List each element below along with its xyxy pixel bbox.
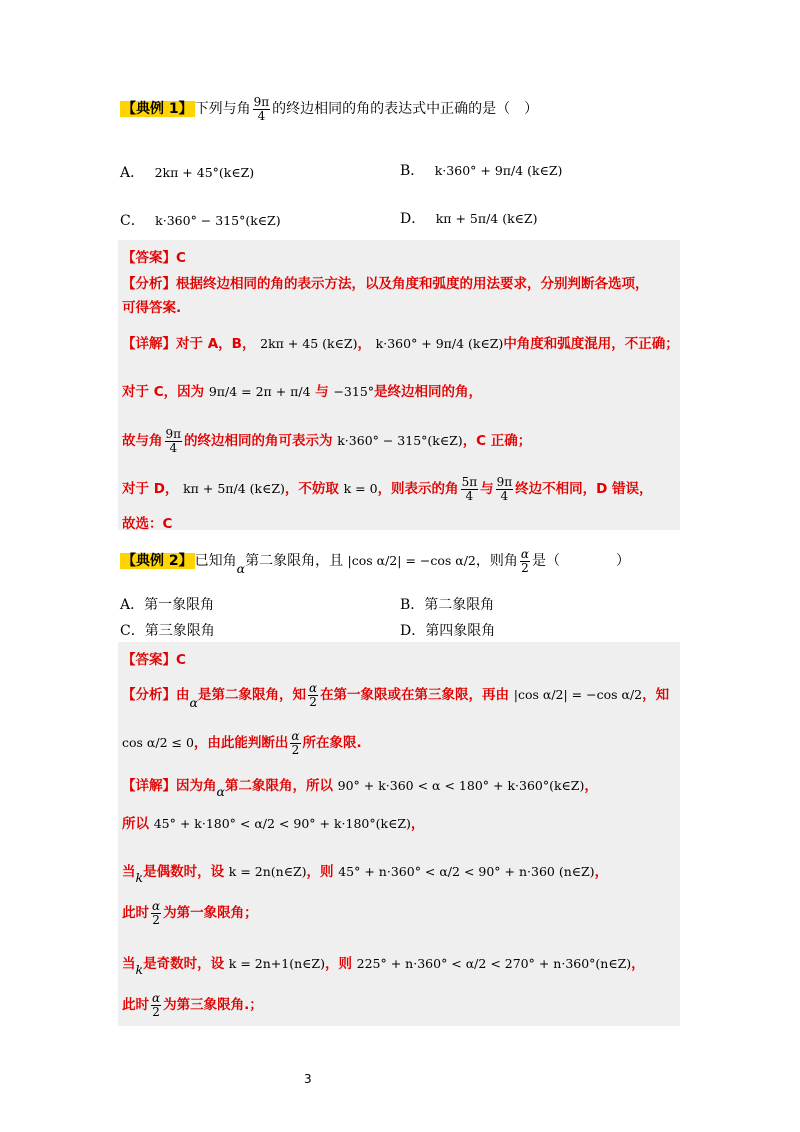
- example2-detail-line6: [122, 992, 263, 1018]
- analysis2-text-b: 所在象限.: [302, 735, 362, 752]
- example1-analysis-line1: 【分析】根据终边相同的角的表示方法，以及角度和弧度的用法要求，分别判断各选项，: [122, 276, 649, 292]
- example1-detail-line4: [122, 476, 653, 502]
- detail4-angle-9pi: $\frac{9\pi}{4}$: [496, 475, 513, 503]
- detail1-text: 中角度和弧度混用，不正确；: [503, 336, 679, 352]
- example1-stem-pre: 下列与角: [194, 101, 251, 118]
- detail4-text-e: 终边不相同，D 错误，: [515, 481, 653, 498]
- analysis2-text: ，由此能判断出: [193, 735, 289, 752]
- example2-alpha: α: [236, 561, 246, 577]
- e2-detail5-text-c: ，则: [324, 956, 352, 972]
- detail4-math-b: k = 0: [343, 481, 378, 497]
- example2-stem: [120, 547, 630, 577]
- e2-detail1-text-b: 第二象限角，所以: [224, 778, 333, 794]
- option-a: [120, 162, 254, 182]
- option-a-label: A．: [120, 165, 145, 181]
- e2-detail2-text: 所以: [122, 816, 149, 832]
- e2-detail5-text-a: 当: [122, 956, 136, 972]
- example2-stem-math: |cos α/2| = −cos α/2: [347, 553, 476, 569]
- example2-answer: 【答案】C: [122, 652, 186, 668]
- option-a-math: 2kπ + 45°(k∈Z): [154, 165, 255, 180]
- example1-detail-line3: [122, 428, 531, 454]
- e2-detail4-text-a: 此时: [122, 905, 149, 922]
- option-d: [400, 208, 537, 228]
- detail3-angle: $\frac{9\pi}{4}$: [165, 427, 182, 455]
- detail4-math: kπ + 5π/4 (k∈Z): [183, 481, 285, 497]
- e2-detail3-end: ，: [594, 864, 609, 880]
- example2-option-c: C．第三象限角: [120, 623, 215, 639]
- detail4-text-d: 与: [480, 481, 494, 498]
- detail4-text-a: 对于 D，: [122, 481, 179, 498]
- option-c-label: C．: [120, 213, 145, 229]
- detail1-math-a: 2kπ + 45 (k∈Z): [260, 336, 358, 351]
- example2-detail-line3: [122, 860, 609, 885]
- option-b: [400, 160, 562, 180]
- e2-detail1-math: 90° + k·360 < α < 180° + k·360°(k∈Z): [337, 778, 585, 793]
- example1-answer: 【答案】C: [122, 250, 186, 266]
- detail3-text-a: 故与角: [122, 433, 163, 450]
- e2-detail1-text: 【详解】因为角: [122, 778, 217, 794]
- example2-half-alpha: $\frac{\alpha}{2}$: [520, 547, 529, 575]
- analysis-half-alpha: $\frac{\alpha}{2}$: [308, 681, 318, 709]
- analysis-math: |cos α/2| = −cos α/2: [513, 687, 643, 703]
- e2-detail5-math-b: 225° + n·360° < α/2 < 270° + n·360°(n∈Z): [356, 956, 632, 971]
- example2-stem-b: 第二象限角，且: [245, 553, 344, 570]
- e2-detail4-half-alpha: $\frac{\alpha}{2}$: [152, 899, 161, 927]
- analysis2-math: cos α/2 ≤ 0: [122, 735, 194, 751]
- analysis-b: 是第二象限角，知: [197, 687, 306, 704]
- example2-detail-line4: [122, 900, 258, 926]
- detail4-text-b: ，不妨取: [284, 481, 339, 498]
- detail3-math: k·360° − 315°(k∈Z): [337, 433, 463, 449]
- analysis-d: ，知: [642, 687, 670, 704]
- example2-detail-line2: [122, 812, 424, 832]
- option-d-math: kπ + 5π/4 (k∈Z): [435, 211, 538, 226]
- example2-option-d: D．第四象限角: [400, 623, 496, 639]
- detail2-math-b: −315°: [333, 384, 375, 399]
- detail1-sep: ，: [357, 336, 371, 352]
- e2-detail4-text-b: 为第一象限角；: [163, 905, 258, 922]
- option-c: [120, 210, 281, 230]
- e2-detail3-text-a: 当: [122, 864, 136, 880]
- detail-label: 【详解】对于 A，B，: [122, 336, 256, 352]
- e2-detail5-math-a: k = 2n+1(n∈Z): [228, 956, 325, 971]
- page-number: 3: [304, 1072, 312, 1086]
- example1-detail-line2: [122, 380, 482, 400]
- option-b-label: B．: [400, 163, 425, 179]
- e2-detail3-text-b: 是偶数时，设: [143, 864, 225, 880]
- analysis-a: 【分析】由: [122, 687, 190, 704]
- example1-conclusion: 故选：C: [122, 516, 173, 532]
- e2-detail5-text-b: 是奇数时，设: [143, 956, 225, 972]
- detail3-text-b: 的终边相同的角可表示为: [184, 433, 333, 450]
- e2-detail5-end: ，: [631, 956, 645, 972]
- angle-9pi-over-4: $\frac{9\pi}{4}$: [253, 95, 270, 123]
- detail4-text-c: ，则表示的角: [377, 481, 459, 498]
- example2-detail-line1: [122, 774, 598, 799]
- e2-detail6-text-a: 此时: [122, 997, 149, 1014]
- option-c-math: k·360° − 315°(k∈Z): [155, 213, 281, 228]
- e2-detail1-alpha: α: [216, 784, 225, 799]
- e2-detail5-k: k: [135, 962, 144, 977]
- analysis-alpha: α: [189, 695, 198, 711]
- example1-detail-line1: [122, 332, 679, 352]
- e2-detail6-half-alpha: $\frac{\alpha}{2}$: [152, 991, 161, 1019]
- option-b-math: k·360° + 9π/4 (k∈Z): [434, 163, 563, 178]
- example2-stem-d: 是（ ）: [532, 553, 630, 570]
- e2-detail6-text-b: 为第三象限角.；: [163, 997, 263, 1014]
- detail3-text-c: ，C 正确；: [462, 433, 532, 450]
- detail2-text-c: 是终边相同的角，: [374, 384, 483, 400]
- example2-option-a: A．第一象限角: [120, 597, 215, 613]
- example2-stem-c: ，则角: [475, 553, 518, 570]
- analysis-c: 在第一象限或在第三象限，再由: [320, 687, 510, 704]
- e2-detail3-math-a: k = 2n(n∈Z): [228, 864, 307, 879]
- detail2-text-b: 与: [315, 384, 329, 400]
- example2-detail-line5: [122, 952, 645, 977]
- example1-tag: 【典例 1】: [122, 101, 193, 118]
- e2-detail2-end: ，: [410, 816, 425, 832]
- example2-option-b: B．第二象限角: [400, 597, 495, 613]
- e2-detail1-end: ，: [584, 778, 598, 794]
- example2-solution-box: [118, 642, 680, 1026]
- option-d-label: D．: [400, 211, 426, 227]
- example2-tag: 【典例 2】: [122, 553, 193, 570]
- analysis2-half-alpha: $\frac{\alpha}{2}$: [291, 729, 300, 757]
- e2-detail3-math-b: 45° + n·360° < α/2 < 90° + n·360 (n∈Z): [338, 864, 595, 879]
- detail2-text-a: 对于 C，因为: [122, 384, 205, 400]
- example2-stem-a: 已知角: [194, 553, 237, 570]
- detail2-math: 9π/4 = 2π + π/4: [208, 384, 311, 399]
- example2-analysis-line1: [122, 681, 670, 711]
- e2-detail3-k: k: [135, 870, 144, 885]
- example1-solution-box: [118, 240, 680, 530]
- e2-detail2-math: 45° + k·180° < α/2 < 90° + k·180°(k∈Z): [153, 816, 411, 831]
- detail1-math-b: k·360° + 9π/4 (k∈Z): [375, 336, 504, 351]
- example1-stem: [120, 96, 538, 122]
- example1-analysis-line2: 可得答案.: [122, 300, 182, 316]
- detail4-angle-5pi: $\frac{5\pi}{4}$: [461, 475, 478, 503]
- e2-detail3-text-c: ，则: [306, 864, 334, 880]
- example1-stem-post: 的终边相同的角的表达式中正确的是（ ）: [272, 101, 539, 118]
- example2-analysis-line2: [122, 730, 362, 756]
